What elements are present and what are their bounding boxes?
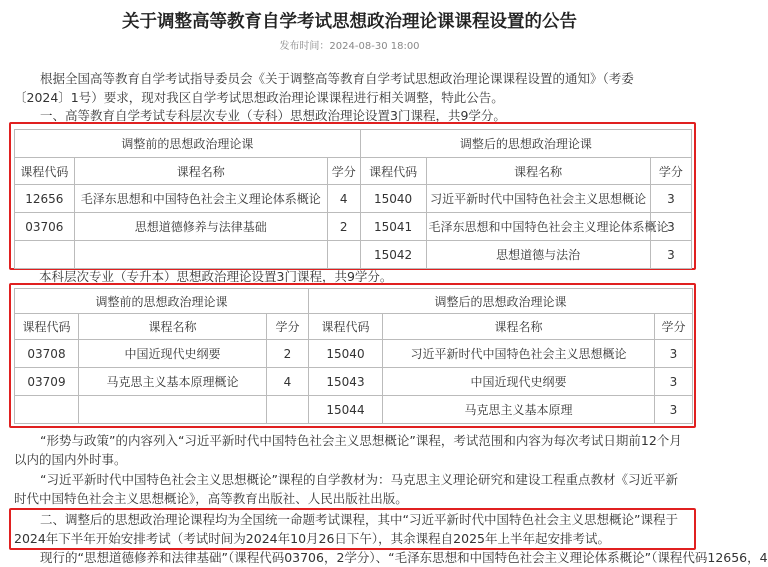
old-credit-cell: 2 <box>327 213 360 241</box>
table-subheader-row <box>15 314 693 340</box>
new-code-cell: 15041 <box>360 213 426 241</box>
new-code-cell: 15040 <box>309 340 383 368</box>
col-name: 课程名称 <box>79 314 267 340</box>
new-credit-cell: 3 <box>650 213 691 241</box>
note-policy-paragraph: “形势与政策”的内容列入“习近平新时代中国特色社会主义思想概论”课程，考试范围和内容为每次考试日期前12个月以内的国内外时事。 <box>14 433 682 467</box>
table-row <box>15 185 692 213</box>
old-code-cell: 03709 <box>15 368 79 396</box>
old-code-cell: 03706 <box>15 213 75 241</box>
table-row <box>15 368 693 396</box>
course-table-bk <box>14 288 693 424</box>
col-credit: 学分 <box>650 158 691 185</box>
new-name-cell: 习近平新时代中国特色社会主义思想概论 <box>426 185 650 213</box>
new-name-cell: 思想道德与法治 <box>426 241 650 269</box>
section-bk-heading: 本科层次专业（专升本）思想政治理论设置3门课程，共9学分。 <box>39 269 393 284</box>
section-2-paragraph: 二、调整后的思想政治理论课程均为全国统一命题考试课程，其中“习近平新时代中国特色社会主义思想概论”课程于2024年下半年开始安排考试（考试时间为2024年10月26日下午），其余课程自2025年上半年起安排考试。 <box>14 512 678 546</box>
new-credit-cell: 3 <box>655 396 693 424</box>
old-name-cell <box>74 241 327 269</box>
new-credit-cell: 3 <box>655 368 693 396</box>
old-credit-cell: 4 <box>327 185 360 213</box>
col-credit: 学分 <box>327 158 360 185</box>
section-1-heading: 一、高等教育自学考试专科层次专业（专科）思想政治理论设置3门课程，共9学分。 <box>40 108 506 123</box>
new-name-cell: 马克思主义基本原理 <box>383 396 655 424</box>
old-name-cell: 毛泽东思想和中国特色社会主义理论体系概论 <box>74 185 327 213</box>
new-credit-cell: 3 <box>650 241 691 269</box>
col-name: 课程名称 <box>383 314 655 340</box>
old-code-cell: 12656 <box>15 185 75 213</box>
old-name-cell <box>79 396 267 424</box>
old-credit-cell <box>327 241 360 269</box>
table-subheader-row <box>15 158 692 185</box>
intro-paragraph: 根据全国高等教育自学考试指导委员会《关于调整高等教育自学考试思想政治理论课课程设置的通知》（考委〔2024〕1号）要求，现对我区自学考试思想政治理论课课程进行相关调整，特此公告。 <box>14 71 634 105</box>
table-row <box>15 241 692 269</box>
new-code-cell: 15044 <box>309 396 383 424</box>
course-table-zk <box>14 129 692 269</box>
old-name-cell: 中国近现代史纲要 <box>79 340 267 368</box>
page-title: 关于调整高等教育自学考试思想政治理论课课程设置的公告 <box>122 12 577 32</box>
header-after: 调整后的思想政治理论课 <box>309 289 693 314</box>
old-name-cell: 马克思主义基本原理概论 <box>79 368 267 396</box>
col-name: 课程名称 <box>426 158 650 185</box>
old-credit-cell: 4 <box>267 368 309 396</box>
table-row <box>15 396 693 424</box>
old-name-cell: 思想道德修养与法律基础 <box>74 213 327 241</box>
last-paragraph-line: 现行的“思想道德修养和法律基础”（课程代码03706，2学分）、“毛泽东思想和中国特色社会主义理论体系概论”（课程代码12656，4 <box>40 550 768 565</box>
header-before: 调整前的思想政治理论课 <box>15 130 361 158</box>
old-code-cell <box>15 396 79 424</box>
col-credit: 学分 <box>655 314 693 340</box>
new-code-cell: 15043 <box>309 368 383 396</box>
new-credit-cell: 3 <box>650 185 691 213</box>
col-name: 课程名称 <box>74 158 327 185</box>
col-code: 课程代码 <box>360 158 426 185</box>
new-code-cell: 15042 <box>360 241 426 269</box>
table-header-row <box>15 289 693 314</box>
old-credit-cell: 2 <box>267 340 309 368</box>
table-row <box>15 213 692 241</box>
col-code: 课程代码 <box>15 314 79 340</box>
old-code-cell <box>15 241 75 269</box>
table-row <box>15 340 693 368</box>
old-code-cell: 03708 <box>15 340 79 368</box>
note-textbook-paragraph: “习近平新时代中国特色社会主义思想概论”课程的自学教材为：马克思主义理论研究和建设工程重点教材《习近平新时代中国特色社会主义思想概论》，高等教育出版社、人民出版社出版。 <box>14 472 678 506</box>
new-name-cell: 习近平新时代中国特色社会主义思想概论 <box>383 340 655 368</box>
new-credit-cell: 3 <box>655 340 693 368</box>
header-after: 调整后的思想政治理论课 <box>360 130 691 158</box>
col-credit: 学分 <box>267 314 309 340</box>
col-code: 课程代码 <box>309 314 383 340</box>
new-name-cell: 中国近现代史纲要 <box>383 368 655 396</box>
new-name-cell: 毛泽东思想和中国特色社会主义理论体系概论 <box>426 213 650 241</box>
new-code-cell: 15040 <box>360 185 426 213</box>
header-before: 调整前的思想政治理论课 <box>15 289 309 314</box>
old-credit-cell <box>267 396 309 424</box>
publish-time: 发布时间：2024-08-30 18:00 <box>279 41 420 52</box>
col-code: 课程代码 <box>15 158 75 185</box>
table-header-row <box>15 130 692 158</box>
